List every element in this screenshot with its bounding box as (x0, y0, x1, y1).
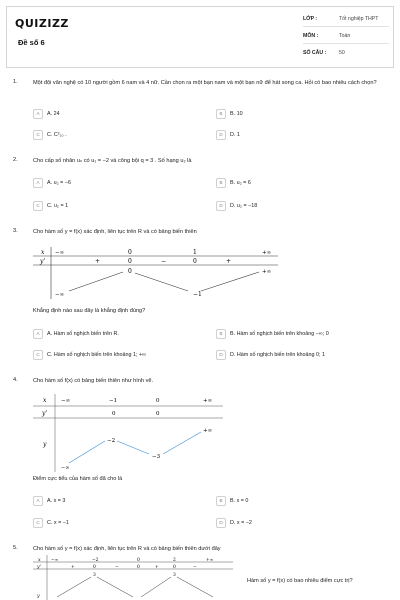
sign: 0 (93, 565, 96, 570)
option-c[interactable]: C C. u₂ = 1 (33, 201, 68, 211)
x-tick: +∞ (206, 558, 214, 563)
yprime-label: y' (40, 258, 46, 265)
x-tick: 0 (128, 249, 132, 256)
question-text: Cho cấp số nhân uₙ có u₁ = −2 và công bội q = 3 . Số hạng u₂ là (33, 158, 192, 164)
x-tick: −1 (109, 398, 118, 404)
question-text: Cho hàm số y = f(x) xác định, liên tục trên R và có bảng biến thiên dưới đây (33, 546, 221, 552)
sign: − (193, 565, 197, 570)
yprime-label: y' (42, 410, 48, 417)
arrow-up (69, 441, 105, 463)
x-label: x (38, 558, 41, 563)
option-b[interactable]: B B. 10 (216, 109, 243, 119)
question-text: Cho hàm số f(x) có bảng biến thiên như hình vẽ. (33, 378, 154, 384)
y-value: 0 (128, 268, 132, 275)
y-value: −2 (107, 438, 116, 444)
arrow-up (57, 577, 91, 597)
question-number: 1. (13, 79, 18, 85)
option-letter-badge: A (33, 178, 43, 188)
question-followup: Điểm cực tiểu của hàm số đã cho là (33, 476, 123, 482)
option-a[interactable]: A A. u₂ = −6 (33, 178, 71, 188)
option-letter-badge: C (33, 201, 43, 211)
question-text: Cho hàm số y = f(x) xác định, liên tục trên R và có bảng biến thiên (33, 229, 197, 235)
option-letter-badge: D (216, 350, 226, 360)
quizizz-logo: QUIZIZZ (15, 17, 69, 30)
x-label: x (43, 397, 47, 404)
y-value: +∞ (262, 269, 272, 275)
option-letter-badge: A (33, 109, 43, 119)
option-letter-badge: B (216, 329, 226, 339)
sign: − (161, 258, 167, 265)
arrow-down (97, 577, 133, 597)
option-letter-badge: C (33, 518, 43, 528)
question-number: 4. (13, 377, 18, 383)
y-value: −∞ (61, 465, 70, 471)
question-followup: Khẳng định nào sau đây là khẳng định đúng? (33, 308, 146, 314)
divider (303, 43, 389, 44)
x-label: x (41, 249, 45, 256)
arrow-up (163, 432, 201, 454)
y-label: y (37, 594, 40, 599)
worksheet-title: Đề số 6 (18, 38, 45, 47)
y-value: −∞ (55, 292, 65, 298)
question-number: 5. (13, 545, 18, 551)
x-tick: −∞ (55, 250, 65, 256)
option-a[interactable]: A A. Hàm số nghịch biến trên R. (33, 329, 119, 339)
divider (303, 26, 389, 27)
sign: 0 (173, 565, 176, 570)
sign: + (71, 565, 75, 570)
option-letter-badge: B (216, 496, 226, 506)
option-c[interactable]: C C. Hàm số nghịch biến trên khoảng 1; +∞ (33, 350, 146, 360)
sign: 0 (128, 258, 132, 265)
question-side-text: Hàm số y = f(x) có bao nhiêu điểm cực trị? (247, 578, 353, 584)
question-number: 2. (13, 157, 18, 163)
option-a[interactable]: A A. x = 3 (33, 496, 65, 506)
option-d[interactable]: D D. x = −2 (216, 518, 252, 528)
arrow-up (69, 272, 123, 291)
y-value: −1 (193, 291, 202, 298)
sign: + (226, 258, 232, 265)
option-a[interactable]: A A. 24 (33, 109, 60, 119)
option-c[interactable]: C C. C²₁₀ . (33, 130, 67, 140)
option-b[interactable]: B B. u₂ = 6 (216, 178, 251, 188)
option-letter-badge: A (33, 496, 43, 506)
sign: 0 (193, 258, 197, 265)
y-value: 3 (173, 573, 176, 578)
x-tick: −∞ (61, 398, 71, 404)
option-letter-badge: C (33, 130, 43, 140)
arrow-up (201, 272, 259, 291)
x-tick: 0 (137, 558, 140, 563)
x-tick: 2 (173, 558, 176, 563)
y-label: y (43, 441, 47, 448)
y-value: +∞ (203, 428, 213, 434)
option-c[interactable]: C C. x = −1 (33, 518, 69, 528)
y-value: −3 (152, 454, 161, 460)
arrow-up (141, 577, 171, 597)
x-tick: +∞ (203, 398, 213, 404)
option-d[interactable]: D D. u₂ = −18 (216, 201, 257, 211)
option-letter-badge: B (216, 109, 226, 119)
question-text: Một đội văn nghệ có 10 người gồm 6 nam và 4 nữ. Cần chọn ra một bạn nam và một bạn nữ để hát song ca. Hỏi có bao nhiêu cách chọn? (33, 80, 377, 86)
arrow-down (135, 273, 188, 291)
option-d[interactable]: D D. 1 (216, 130, 240, 140)
variation-table (33, 555, 233, 600)
option-letter-badge: B (216, 178, 226, 188)
x-tick: 0 (156, 398, 160, 404)
sign: 0 (156, 411, 160, 417)
sign: + (155, 565, 159, 570)
option-d[interactable]: D D. Hàm số nghịch biến trên khoảng 0; 1 (216, 350, 325, 360)
arrow-down (117, 441, 149, 454)
sign: + (95, 258, 101, 265)
option-letter-badge: D (216, 518, 226, 528)
sign: − (115, 565, 119, 570)
option-b[interactable]: B B. x = 0 (216, 496, 248, 506)
sign: 0 (112, 411, 116, 417)
arrow-down (177, 577, 213, 597)
variation-table (33, 247, 278, 299)
variation-table (33, 394, 223, 472)
option-b[interactable]: B B. Hàm số nghịch biến trên khoảng −∞; 0 (216, 329, 329, 339)
yprime-label: y' (37, 565, 41, 570)
question-number: 3. (13, 228, 18, 234)
sign: 0 (137, 565, 140, 570)
option-letter-badge: D (216, 201, 226, 211)
x-tick: −2 (92, 558, 99, 563)
x-tick: 1 (193, 249, 197, 256)
x-tick: −∞ (51, 558, 59, 563)
x-tick: +∞ (262, 250, 272, 256)
option-letter-badge: D (216, 130, 226, 140)
option-letter-badge: C (33, 350, 43, 360)
option-letter-badge: A (33, 329, 43, 339)
worksheet-header: QUIZIZZ Đề số 6 LỚP : Tốt nghiệp THPT MÔN : Toán SỐ CÂU : 50 (6, 6, 394, 68)
y-value: 3 (93, 573, 96, 578)
